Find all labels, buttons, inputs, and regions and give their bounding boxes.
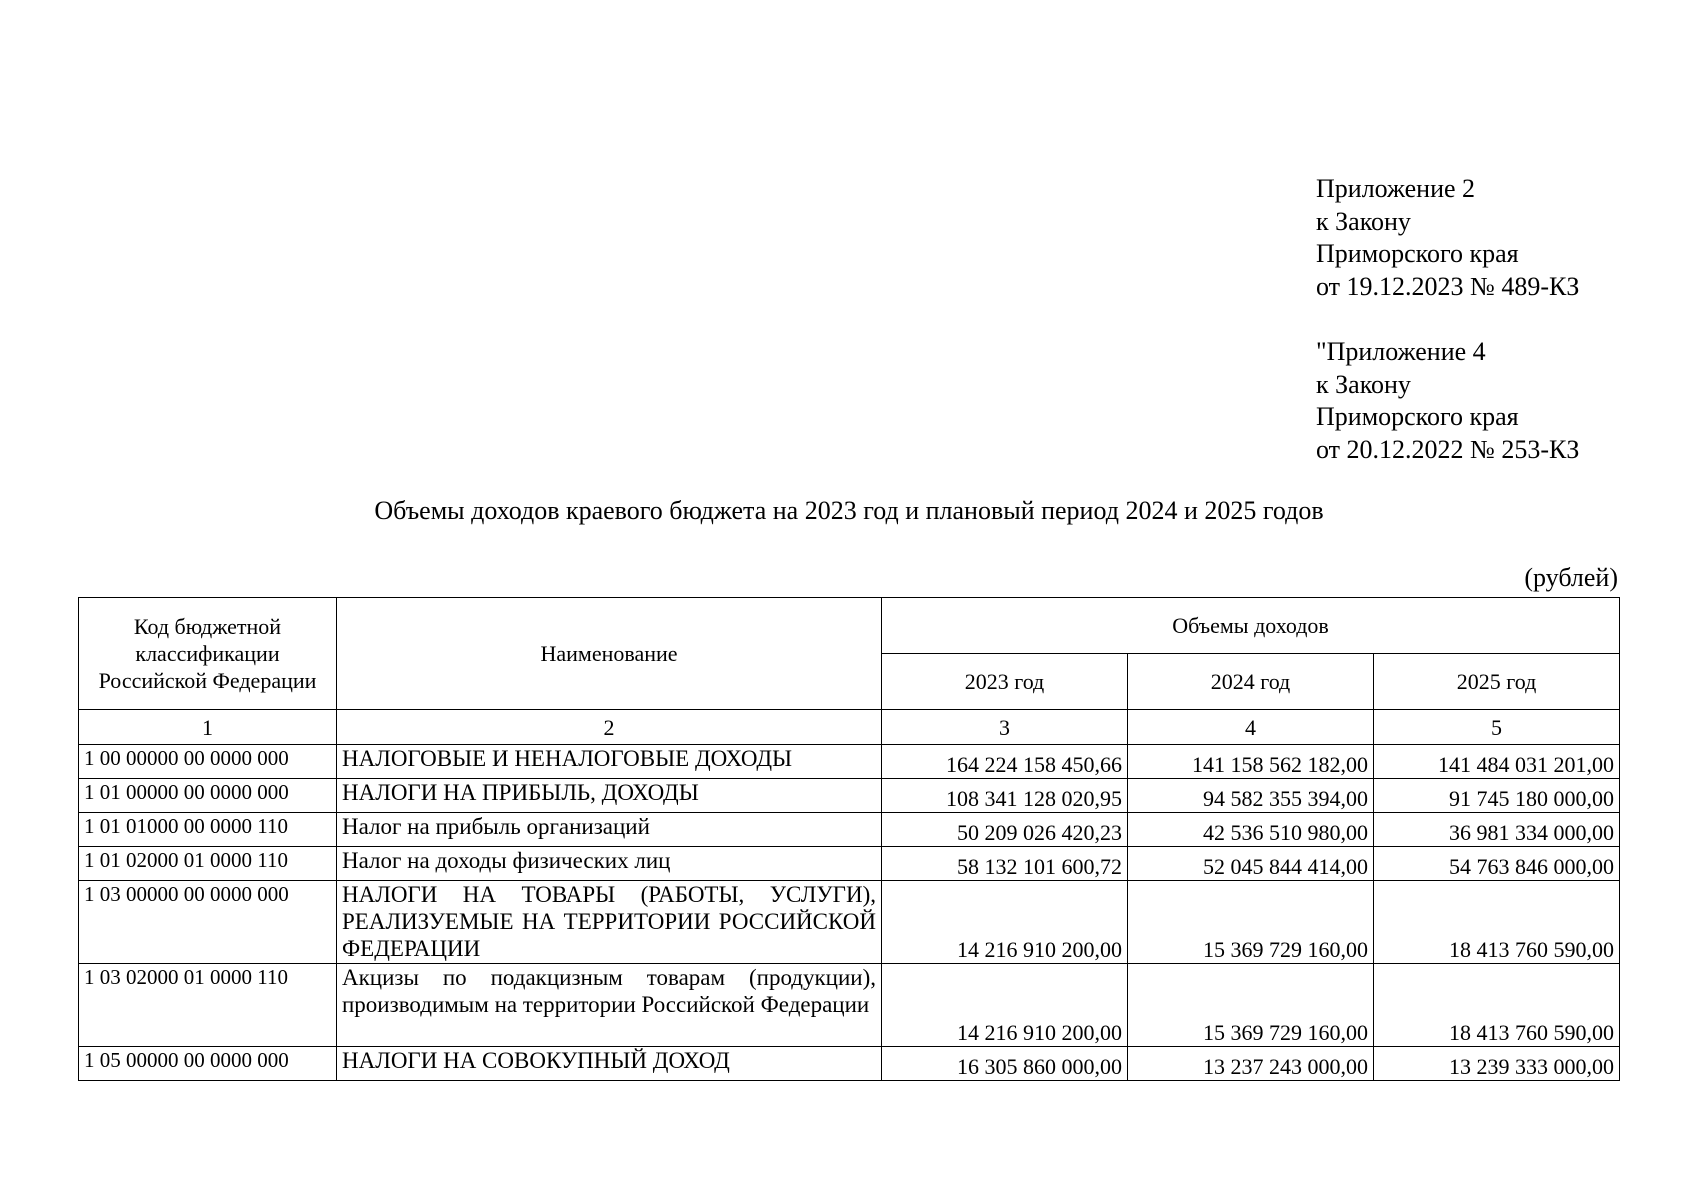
- column-number: 1: [79, 710, 337, 745]
- header-code: Код бюджетной классификации Российской Федерации: [79, 598, 337, 710]
- row-value-2025: 54 763 846 000,00: [1374, 847, 1620, 881]
- column-number: 3: [882, 710, 1128, 745]
- row-value-2024: 13 237 243 000,00: [1128, 1047, 1374, 1081]
- revenue-table: [78, 597, 1620, 1081]
- row-value-2025: 13 239 333 000,00: [1374, 1047, 1620, 1081]
- header-year-2025: 2025 год: [1374, 654, 1620, 710]
- row-name: НАЛОГИ НА ТОВАРЫ (РАБОТЫ, УСЛУГИ), РЕАЛИЗУЕМЫЕ НА ТЕРРИТОРИИ РОССИЙСКОЙ ФЕДЕРАЦИИ: [337, 881, 882, 964]
- row-code: 1 01 01000 00 0000 110: [79, 813, 337, 847]
- header-year-2023: 2023 год: [882, 654, 1128, 710]
- row-name: НАЛОГИ НА СОВОКУПНЫЙ ДОХОД: [337, 1047, 882, 1081]
- table-row: [79, 779, 1620, 813]
- annex-line: Приморского края: [1316, 402, 1519, 431]
- row-value-2023: 16 305 860 000,00: [882, 1047, 1128, 1081]
- row-code: 1 01 02000 01 0000 110: [79, 847, 337, 881]
- row-value-2023: 58 132 101 600,72: [882, 847, 1128, 881]
- header-name: Наименование: [337, 598, 882, 710]
- row-code: 1 00 00000 00 0000 000: [79, 745, 337, 779]
- annex-header-new: [1316, 173, 1579, 303]
- row-value-2023: 50 209 026 420,23: [882, 813, 1128, 847]
- table-row: [79, 813, 1620, 847]
- row-name: НАЛОГОВЫЕ И НЕНАЛОГОВЫЕ ДОХОДЫ: [337, 745, 882, 779]
- column-number: 2: [337, 710, 882, 745]
- table-row: [79, 964, 1620, 1047]
- row-value-2024: 94 582 355 394,00: [1128, 779, 1374, 813]
- annex-line: к Закону: [1316, 369, 1411, 399]
- table-row: [79, 1047, 1620, 1081]
- row-value-2025: 36 981 334 000,00: [1374, 813, 1620, 847]
- row-value-2024: 141 158 562 182,00: [1128, 745, 1374, 779]
- row-value-2023: 14 216 910 200,00: [882, 964, 1128, 1047]
- row-value-2023: 164 224 158 450,66: [882, 745, 1128, 779]
- annex-line: Приморского края: [1316, 239, 1519, 268]
- row-name: Налог на доходы физических лиц: [337, 847, 882, 881]
- row-name: Акцизы по подакцизным товарам (продукции), производимым на территории Российской Федерации: [337, 964, 882, 1047]
- column-number: 5: [1374, 710, 1620, 745]
- annex-header-old: [1316, 336, 1579, 466]
- row-value-2023: 108 341 128 020,95: [882, 779, 1128, 813]
- row-value-2024: 15 369 729 160,00: [1128, 964, 1374, 1047]
- row-value-2024: 52 045 844 414,00: [1128, 847, 1374, 881]
- table-row: [79, 745, 1620, 779]
- annex-line: к Закону: [1316, 206, 1411, 236]
- row-value-2023: 14 216 910 200,00: [882, 881, 1128, 964]
- annex-line: "Приложение 4: [1316, 337, 1486, 366]
- column-number: 4: [1128, 710, 1374, 745]
- row-value-2025: 91 745 180 000,00: [1374, 779, 1620, 813]
- row-name: Налог на прибыль организаций: [337, 813, 882, 847]
- row-name: НАЛОГИ НА ПРИБЫЛЬ, ДОХОДЫ: [337, 779, 882, 813]
- row-value-2024: 42 536 510 980,00: [1128, 813, 1374, 847]
- header-year-2024: 2024 год: [1128, 654, 1374, 710]
- row-code: 1 03 00000 00 0000 000: [79, 881, 337, 964]
- row-code: 1 01 00000 00 0000 000: [79, 779, 337, 813]
- annex-line: Приложение 2: [1316, 174, 1476, 203]
- annex-line: от 19.12.2023 № 489-КЗ: [1316, 271, 1580, 301]
- row-value-2025: 18 413 760 590,00: [1374, 964, 1620, 1047]
- header-volumes: Объемы доходов: [882, 598, 1620, 654]
- row-value-2025: 141 484 031 201,00: [1374, 745, 1620, 779]
- table-row: [79, 847, 1620, 881]
- annex-line: от 20.12.2022 № 253-КЗ: [1316, 434, 1580, 464]
- row-code: 1 05 00000 00 0000 000: [79, 1047, 337, 1081]
- document-title: Объемы доходов краевого бюджета на 2023 год и плановый период 2024 и 2025 годов: [374, 496, 1324, 525]
- units-label: (рублей): [1524, 563, 1618, 592]
- row-value-2025: 18 413 760 590,00: [1374, 881, 1620, 964]
- row-code: 1 03 02000 01 0000 110: [79, 964, 337, 1047]
- table-row: [79, 881, 1620, 964]
- row-value-2024: 15 369 729 160,00: [1128, 881, 1374, 964]
